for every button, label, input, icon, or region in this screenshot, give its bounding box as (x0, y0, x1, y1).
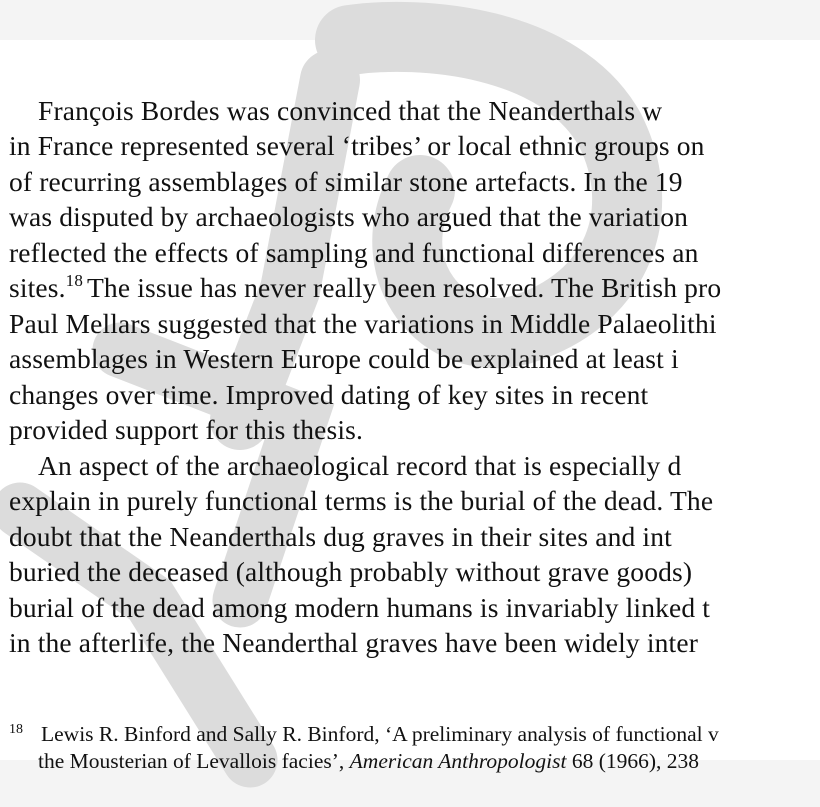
text-line: provided support for this thesis. (9, 414, 364, 445)
document-page (0, 40, 820, 773)
footnote-text: Lewis R. Binford and Sally R. Binford, ‘A preliminary analysis of functional v (41, 722, 719, 746)
text-line: explain in purely functional terms is the burial of the dead. The (9, 485, 714, 516)
text-line: An aspect of the archaeological record that is especially d (38, 450, 682, 481)
text-line: was disputed by archaeologists who argued that the variation (9, 201, 689, 232)
text-line: Paul Mellars suggested that the variations in Middle Palaeolithi (9, 308, 717, 339)
journal-title: American Anthropologist (349, 749, 567, 773)
text-fragment: The issue has never really been resolved. The British pro (86, 272, 722, 303)
footnote-text: the Mousterian of Levallois facies’, (38, 749, 345, 773)
text-fragment: sites. (9, 272, 66, 303)
footnote-text: 68 (1966), 238 (571, 749, 700, 773)
footnote-number: 18 (9, 722, 23, 737)
text-line: burial of the dead among modern humans is invariably linked t (9, 592, 711, 623)
text-line (9, 271, 721, 309)
text-line: of recurring assemblages of similar stone artefacts. In the 19 (9, 166, 683, 197)
footnote-reference[interactable]: 18 (65, 271, 83, 290)
text-line: assemblages in Western Europe could be explained at least i (9, 343, 679, 374)
text-line: buried the deceased (although probably without grave goods) (9, 556, 693, 587)
text-line: in France represented several ‘tribes’ or local ethnic groups on (9, 130, 705, 161)
text-line: in the afterlife, the Neanderthal graves have been widely inter (9, 627, 699, 658)
text-line: François Bordes was convinced that the Neanderthals w (38, 95, 663, 126)
footnote (9, 721, 719, 751)
footnote-continuation (38, 748, 699, 775)
text-line: reflected the effects of sampling and functional differences an (9, 237, 699, 268)
text-line: doubt that the Neanderthals dug graves in their sites and int (9, 521, 672, 552)
text-line: changes over time. Improved dating of key sites in recent (9, 379, 649, 410)
